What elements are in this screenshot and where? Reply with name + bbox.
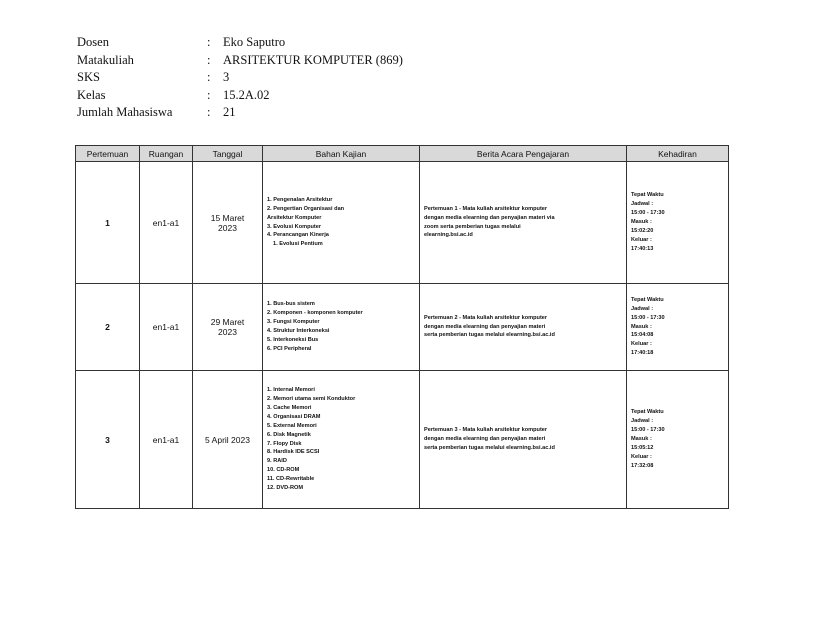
info-label: Jumlah Mahasiswa — [77, 105, 173, 120]
bahan-item: 4. Perancangan Kinerja — [267, 232, 329, 239]
info-value: 15.2A.02 — [223, 87, 270, 102]
tanggal-line: 5 April 2023 — [205, 434, 250, 445]
cell-kehadiran — [627, 371, 729, 509]
info-value: Eko Saputro — [223, 35, 286, 50]
berita-line: dengan media elearning dan penyajian materi — [424, 436, 546, 443]
info-value: ARSITEKTUR KOMPUTER (869) — [223, 52, 403, 67]
berita-line: Pertemuan 3 - Mata kuliah arsitektur komputer — [424, 427, 548, 434]
info-row-jumlah-mahasiswa — [77, 104, 403, 122]
berita-line: serta pemberian tugas melalui elearning.bsi.ac.id — [424, 444, 555, 451]
kehadiran-line: Jadwal : — [631, 418, 654, 425]
berita-line: Pertemuan 2 - Mata kuliah arsitektur komputer — [424, 314, 548, 321]
kehadiran-line: 17:40:13 — [631, 245, 654, 252]
cell-pertemuan: 2 — [76, 284, 140, 371]
bahan-item: 7. Flopy Disk — [267, 440, 302, 447]
cell-bahan-kajian — [263, 284, 420, 371]
kehadiran-line: 15:00 - 17:30 — [631, 427, 665, 434]
bahan-item: 5. External Memori — [267, 422, 317, 429]
bahan-item: Arsitektur Komputer — [267, 214, 322, 221]
info-row-matakuliah — [77, 52, 403, 70]
course-info — [77, 34, 403, 122]
info-label: Kelas — [77, 87, 106, 102]
info-row-sks — [77, 69, 403, 87]
bahan-item: 12. DVD-ROM — [267, 485, 304, 492]
info-row-kelas — [77, 87, 403, 105]
kehadiran-line: Jadwal : — [631, 305, 654, 312]
info-row-dosen — [77, 34, 403, 52]
bahan-item: 3. Evolusi Komputer — [267, 223, 322, 230]
bahan-item: 1. Bus-bus sistem — [267, 301, 315, 308]
table-row — [76, 371, 729, 509]
attendance-table — [75, 145, 729, 509]
kehadiran-line: Keluar : — [631, 236, 652, 243]
column-header: Berita Acara Pengajaran — [420, 146, 627, 162]
tanggal-line: 2023 — [218, 222, 237, 233]
bahan-item: 2. Pengertian Organisasi dan — [267, 205, 345, 212]
berita-line: dengan media elearning dan penyajian materi via — [424, 214, 555, 221]
kehadiran-line: Keluar : — [631, 341, 652, 348]
cell-ruangan: en1-a1 — [140, 284, 193, 371]
cell-kehadiran — [627, 284, 729, 371]
cell-pertemuan: 3 — [76, 371, 140, 509]
cell-berita-acara — [420, 371, 627, 509]
berita-line: elearning.bsi.ac.id — [424, 232, 473, 239]
bahan-item: 4. Struktur Interkoneksi — [267, 328, 330, 334]
cell-ruangan: en1-a1 — [140, 371, 193, 509]
info-colon: : — [207, 87, 211, 102]
kehadiran-line: 15:00 - 17:30 — [631, 314, 665, 321]
kehadiran-line: 15:05:12 — [631, 444, 654, 451]
cell-ruangan: en1-a1 — [140, 162, 193, 284]
info-colon: : — [207, 35, 211, 50]
table-header-row — [76, 146, 729, 162]
table-row — [76, 162, 729, 284]
tanggal-line: 2023 — [218, 327, 237, 337]
cell-kehadiran — [627, 162, 729, 284]
column-header: Tanggal — [193, 146, 263, 162]
bahan-item: 1. Evolusi Pentium — [273, 241, 323, 248]
bahan-item: 5. Interkoneksi Bus — [267, 336, 319, 343]
bahan-item: 11. CD-Rewritable — [267, 476, 315, 483]
column-header: Kehadiran — [627, 146, 729, 162]
column-header: Ruangan — [140, 146, 193, 162]
info-value: 21 — [223, 105, 236, 120]
bahan-item: 2. Memori utama semi Konduktor — [267, 395, 356, 402]
berita-line: zoom serta pemberian tugas melalui — [424, 223, 521, 230]
kehadiran-line: 15:04:08 — [631, 332, 654, 339]
bahan-item: 1. Pengenalan Arsitektur — [267, 196, 333, 203]
bahan-item: 3. Cache Memori — [267, 404, 312, 411]
kehadiran-line: Tepat Waktu — [631, 409, 664, 416]
info-label: Matakuliah — [77, 52, 134, 67]
tanggal-line: 15 Maret — [210, 212, 245, 223]
bahan-item: 8. Hardisk IDE SCSI — [267, 449, 320, 456]
info-colon: : — [207, 52, 211, 67]
kehadiran-line: Jadwal : — [631, 201, 654, 208]
kehadiran-line: 17:32:08 — [631, 462, 654, 469]
berita-line: serta pemberian tugas melalui elearning.bsi.ac.id — [424, 332, 555, 339]
info-value: 3 — [223, 70, 230, 85]
bahan-item: 1. Internal Memori — [267, 386, 315, 393]
kehadiran-line: Masuk : — [631, 436, 652, 443]
bahan-item: 3. Fungsi Komputer — [267, 319, 320, 326]
cell-berita-acara — [420, 162, 627, 284]
info-label: Dosen — [77, 35, 109, 50]
cell-pertemuan: 1 — [76, 162, 140, 284]
bahan-item: 6. PCI Peripheral — [267, 345, 312, 352]
cell-tanggal — [193, 371, 263, 509]
kehadiran-line: Tepat Waktu — [631, 296, 664, 303]
kehadiran-line: Masuk : — [631, 219, 652, 226]
bahan-item: 10. CD-ROM — [267, 467, 300, 474]
berita-line: Pertemuan 1 - Mata kuliah arsitektur komputer — [424, 205, 548, 212]
kehadiran-line: 15:00 - 17:30 — [631, 210, 665, 217]
cell-bahan-kajian — [263, 162, 420, 284]
info-colon: : — [207, 70, 211, 85]
cell-berita-acara — [420, 284, 627, 371]
column-header: Pertemuan — [76, 146, 140, 162]
kehadiran-line: 15:02:20 — [631, 227, 654, 234]
bahan-item: 2. Komponen - komponen komputer — [267, 310, 363, 317]
bahan-item: 4. Organisasi DRAM — [267, 413, 321, 420]
cell-tanggal — [193, 284, 263, 371]
kehadiran-line: Keluar : — [631, 453, 652, 460]
tanggal-line: 29 Maret — [210, 317, 245, 327]
kehadiran-line: Tepat Waktu — [631, 192, 664, 199]
table-row — [76, 284, 729, 371]
column-header: Bahan Kajian — [263, 146, 420, 162]
kehadiran-line: 17:40:18 — [631, 350, 654, 357]
cell-tanggal — [193, 162, 263, 284]
cell-bahan-kajian — [263, 371, 420, 509]
bahan-item: 6. Disk Magnetik — [267, 431, 311, 438]
bahan-item: 9. RAID — [267, 458, 287, 465]
berita-line: dengan media elearning dan penyajian materi — [424, 323, 546, 330]
info-label: SKS — [77, 70, 100, 85]
info-colon: : — [207, 105, 211, 120]
kehadiran-line: Masuk : — [631, 323, 652, 330]
